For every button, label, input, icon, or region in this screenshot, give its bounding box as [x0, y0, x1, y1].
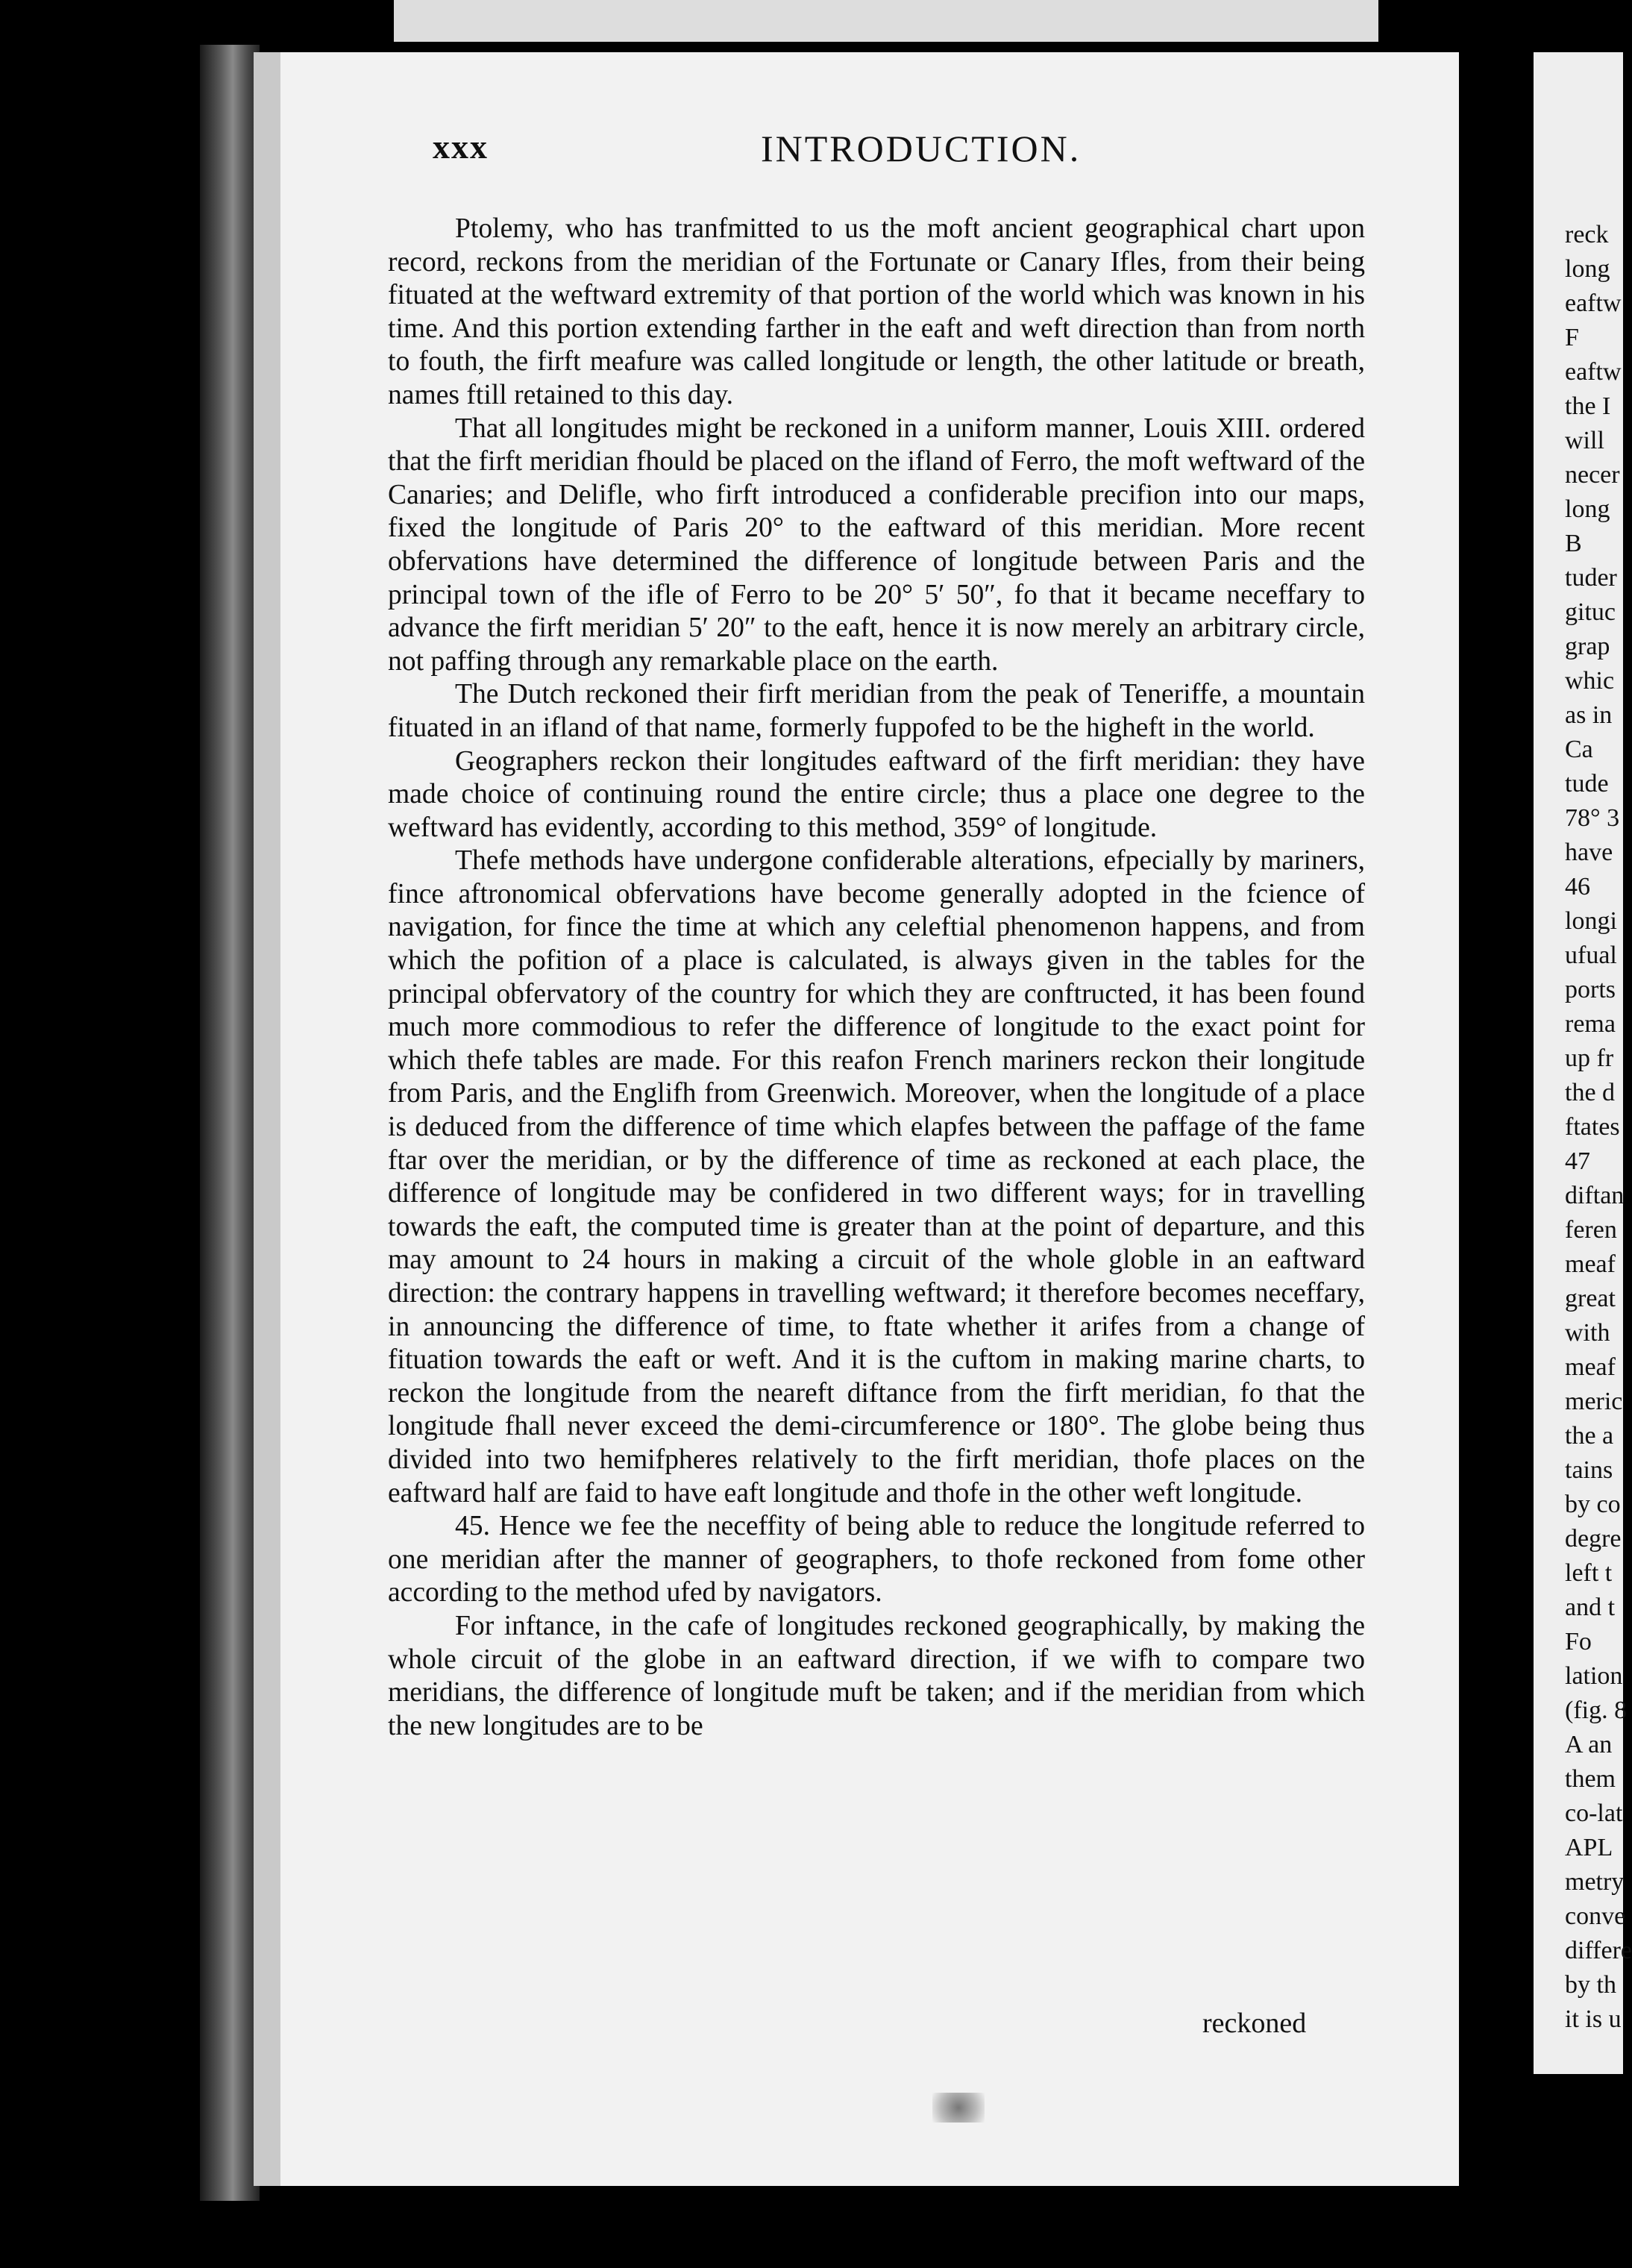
facing-page-text: differe	[1565, 1937, 1632, 1964]
facing-page-text: conve	[1565, 1902, 1626, 1930]
catchword: reckoned	[1202, 2008, 1307, 2039]
facing-page-text: the d	[1565, 1079, 1616, 1106]
page-number: xxx	[433, 128, 489, 166]
facing-page-text: tains	[1565, 1456, 1613, 1484]
facing-page-text: B	[1565, 530, 1582, 557]
facing-page-text: 46	[1565, 873, 1590, 900]
facing-page-text: (fig. 8	[1565, 1697, 1628, 1724]
facing-page-text: with	[1565, 1319, 1610, 1347]
facing-page-text: them	[1565, 1765, 1616, 1793]
facing-page-text: meric	[1565, 1388, 1623, 1415]
facing-page-text: have	[1565, 839, 1613, 866]
facing-page-text: 47	[1565, 1147, 1590, 1175]
facing-page-text: 78° 3	[1565, 804, 1620, 832]
facing-page-text: meaf	[1565, 1353, 1616, 1381]
facing-page-text: whic	[1565, 667, 1615, 695]
facing-page-text: by th	[1565, 1971, 1616, 1999]
paragraph: The Dutch reckoned their firft meridian from the peak of Teneriffe, a mountain fituated in an ifland of that name, formerly fuppofed to be the higheft in the world.	[388, 679, 1365, 743]
paragraph: Geographers reckon their longitudes eaftward of the firft meridian: they have made choice of continuing round the entire circle; thus a place one degree to the weftward has evidently, according to this method, 359° of longitude.	[388, 745, 1365, 843]
numbered-paragraph: 45. Hence we fee the neceffity of being able to reduce the longitude referred to one meridian after the manner of geographers, to thofe reckoned from fome other according to the method ufed by navigators.	[388, 1511, 1365, 1608]
page-header	[433, 127, 1358, 179]
facing-page-text: APL	[1565, 1834, 1613, 1861]
facing-page-text: feren	[1565, 1216, 1617, 1244]
facing-page-text: Ca	[1565, 736, 1593, 763]
facing-page-text: F	[1565, 324, 1579, 351]
facing-page-text: metry	[1565, 1868, 1625, 1896]
facing-page-text: necer	[1565, 461, 1620, 489]
facing-page-text: the I	[1565, 392, 1611, 420]
facing-page-text: co-lat	[1565, 1799, 1623, 1827]
facing-page-text: long	[1565, 495, 1610, 523]
facing-page-text: lation	[1565, 1662, 1623, 1690]
facing-page-text: longi	[1565, 907, 1617, 935]
facing-page-text: tude	[1565, 770, 1609, 798]
facing-page-text: Fo	[1565, 1628, 1592, 1655]
book-spine	[200, 45, 260, 2201]
paragraph: For inftance, in the cafe of longitudes reckoned geographically, by making the whole circuit of the globe in an eaftward direction, if we wifh to compare two meridians, the difference of longitude muft be taken; and if the meridian from which the new longitudes are to be	[388, 1610, 1365, 1741]
facing-page-text: the a	[1565, 1422, 1614, 1450]
facing-page-text: A an	[1565, 1731, 1613, 1758]
facing-page-text: great	[1565, 1285, 1616, 1312]
facing-page-text: as in	[1565, 701, 1613, 729]
facing-page-text: it is u	[1565, 2005, 1622, 2033]
facing-page-text: ports	[1565, 976, 1616, 1003]
body-text	[388, 213, 1365, 1743]
facing-page-text: long	[1565, 255, 1610, 283]
facing-page-text: rema	[1565, 1010, 1616, 1038]
ink-smudge	[932, 2093, 985, 2123]
facing-page-text: eaftw	[1565, 289, 1622, 317]
paragraph: Thefe methods have undergone confiderable alterations, efpecially by mariners, fince aftronomical obfervations have become generally adopted in the fcience of navigation, for fince the time at which any celeftial phenomenon happens, and from which the pofition of a place is calculated, is always given in the tables for the principal obfervatory of the country for which they are conftructed, it has been found much more commodious to refer the difference of longitude to the exact point for which thefe tables are made. For this reafon French mariners reckon their longitude from Paris, and the Englifh from Greenwich. Moreover, when the longitude of a place is deduced from the difference of time which elapfes between the paffage of the fame ftar over the meridian, or by the difference of time as reckoned at each place, the difference of longitude may be confidered in two different ways; for in travelling towards the eaft, the computed time is greater than at the point of departure, and this may amount to 24 hours in making a circuit of the whole globle in an eaftward direction: the contrary happens in travelling weftward; it therefore becomes neceffary, in announcing the difference of time, to ftate whether it arifes from a change of fituation towards the eaft or weft. And it is the cuftom in making marine charts, to reckon the longitude from the neareft diftance from the firft meridian, fo that the longitude fhall never exceed the demi-circumference or 180°. The globe being thus divided into two hemifpheres relatively to the firft meridian, thofe places on the eaftward half are faid to have eaft longitude and thofe in the other weft longitude.	[388, 845, 1365, 1509]
facing-page-text: diftan	[1565, 1182, 1625, 1209]
facing-page-text: ftates	[1565, 1113, 1620, 1141]
facing-page-text: reck	[1565, 221, 1609, 248]
adjacent-page-top	[394, 0, 1378, 42]
facing-page-text: will	[1565, 427, 1604, 454]
facing-page-text: gituc	[1565, 598, 1616, 626]
facing-page-text: eaftw	[1565, 358, 1622, 386]
facing-page-text: degre	[1565, 1525, 1622, 1553]
facing-page-text: ufual	[1565, 942, 1617, 969]
facing-page-text: by co	[1565, 1491, 1621, 1518]
facing-page-text: up fr	[1565, 1044, 1614, 1072]
facing-page-text: left t	[1565, 1559, 1613, 1587]
facing-page-text: tuder	[1565, 564, 1617, 592]
paragraph: Ptolemy, who has tranfmitted to us the moft ancient geographical chart upon record, reckons from the meridian of the Fortunate or Canary Ifles, from their being fituated at the weftward extremity of that portion of the world which was known in his time. And this portion extending farther in the eaft and weft direction than from north to fouth, the firft meafure was called longitude or length, the other latitude or breath, names ftill retained to this day.	[388, 213, 1365, 410]
facing-page-fragment	[1534, 52, 1632, 2074]
facing-page-text: and t	[1565, 1594, 1616, 1621]
facing-page-text: grap	[1565, 633, 1610, 660]
facing-page-text: meaf	[1565, 1250, 1616, 1278]
paragraph: That all longitudes might be reckoned in a uniform manner, Louis XIII. ordered that the firft meridian fhould be placed on the ifland of Ferro, the moft weftward of the Canaries; and Delifle, who firft introduced a confiderable precifion into our maps, fixed the longitude of Paris 20° to the eaftward of this meridian. More recent obfervations have determined the difference of longitude between Paris and the principal town of the ifle of Ferro to be 20° 5′ 50″, fo that it became neceffary to advance the firft meridian 5′ 20″ to the eaft, hence it is now merely an arbitrary circle, not paffing through any remarkable place on the earth.	[388, 413, 1365, 677]
running-title: INTRODUCTION.	[761, 128, 1082, 169]
